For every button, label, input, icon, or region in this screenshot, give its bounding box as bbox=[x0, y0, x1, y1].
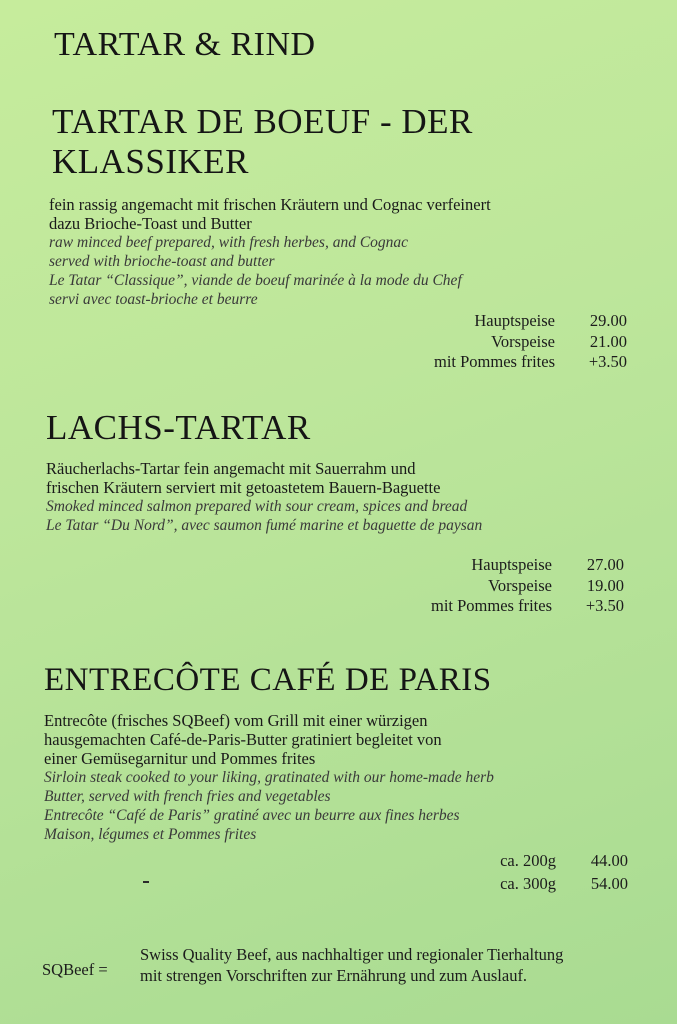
footnote-label: SQBeef = bbox=[42, 960, 108, 979]
price-label: Vorspeise bbox=[488, 575, 552, 595]
price-label: ca. 200g bbox=[500, 851, 556, 870]
footnote-line: Swiss Quality Beef, aus nachhaltiger und regionaler Tierhaltung bbox=[140, 945, 564, 964]
price-value: +3.50 bbox=[585, 596, 624, 615]
price-row bbox=[340, 576, 624, 597]
translation-line: Maison, légumes et Pommes frites bbox=[44, 826, 257, 843]
translation-line: raw minced beef prepared, with fresh herbes, and Cognac bbox=[49, 234, 409, 251]
price-value: 44.00 bbox=[590, 851, 628, 870]
translation-line: servi avec toast-brioche et beurre bbox=[49, 291, 258, 308]
description-line: Entrecôte (frisches SQBeef) vom Grill mit einer würzigen bbox=[44, 711, 428, 730]
price-value: 21.00 bbox=[589, 331, 627, 351]
section-title-tartar-de-boeuf: TARTAR DE BOEUF - DER KLASSIKER bbox=[52, 102, 473, 181]
description-line: hausgemachten Café-de-Paris-Butter gratiniert begleitet von bbox=[44, 730, 442, 749]
translation-line: Sirloin steak cooked to your liking, gratinated with our home-made herb bbox=[44, 769, 494, 786]
description-line: dazu Brioche-Toast und Butter bbox=[49, 214, 252, 233]
price-list-entrecote bbox=[440, 849, 628, 895]
price-value: 19.00 bbox=[586, 575, 624, 595]
translation-line: Entrecôte “Café de Paris” gratiné avec un beurre aux fines herbes bbox=[44, 807, 460, 824]
section-title-lachs-tartar: LACHS-TARTAR bbox=[46, 408, 311, 447]
section-description-entrecote bbox=[44, 711, 634, 844]
translation-line: Smoked minced salmon prepared with sour cream, spices and bread bbox=[46, 498, 468, 515]
price-label: Hauptspeise bbox=[471, 555, 552, 574]
price-label: Hauptspeise bbox=[474, 311, 555, 330]
translation-line: Le Tatar “Classique”, viande de boeuf marinée à la mode du Chef bbox=[49, 272, 462, 289]
translation-line: Butter, served with french fries and vegetables bbox=[44, 788, 331, 805]
translation-line: Le Tatar “Du Nord”, avec saumon fumé marine et baguette de paysan bbox=[46, 517, 483, 534]
price-value: 29.00 bbox=[589, 311, 627, 330]
section-description-lachs-tartar bbox=[46, 459, 626, 535]
price-value: 54.00 bbox=[590, 874, 628, 893]
price-label: mit Pommes frites bbox=[431, 596, 552, 615]
footnote-text bbox=[140, 944, 620, 986]
footnote-line: mit strengen Vorschriften zur Ernährung und zum Auslauf. bbox=[140, 966, 528, 985]
price-row bbox=[340, 311, 627, 332]
price-value: +3.50 bbox=[588, 352, 627, 371]
description-line: fein rassig angemacht mit frischen Kräutern und Cognac verfeinert bbox=[49, 195, 491, 214]
divider-mark bbox=[143, 881, 149, 883]
description-line: frischen Kräutern serviert mit getoastetem Bauern-Baguette bbox=[46, 478, 441, 497]
price-value: 27.00 bbox=[586, 555, 624, 574]
menu-title: TARTAR & RIND bbox=[54, 26, 316, 63]
price-row bbox=[340, 555, 624, 576]
price-label: Vorspeise bbox=[491, 331, 555, 351]
description-line: Räucherlachs-Tartar fein angemacht mit Sauerrahm und bbox=[46, 459, 416, 478]
price-row bbox=[340, 352, 627, 373]
price-list-tartar-de-boeuf bbox=[340, 311, 627, 373]
price-list-lachs-tartar bbox=[340, 555, 624, 617]
section-description-tartar-de-boeuf bbox=[49, 195, 609, 309]
price-row bbox=[440, 872, 628, 895]
description-line: einer Gemüsegarnitur und Pommes frites bbox=[44, 749, 316, 768]
translation-line: served with brioche-toast and butter bbox=[49, 253, 275, 270]
price-row bbox=[440, 849, 628, 872]
price-label: mit Pommes frites bbox=[434, 352, 555, 371]
price-row bbox=[340, 332, 627, 353]
section-title-entrecote: ENTRECÔTE CAFÉ DE PARIS bbox=[44, 662, 492, 698]
price-row bbox=[340, 596, 624, 617]
price-label: ca. 300g bbox=[500, 874, 556, 893]
